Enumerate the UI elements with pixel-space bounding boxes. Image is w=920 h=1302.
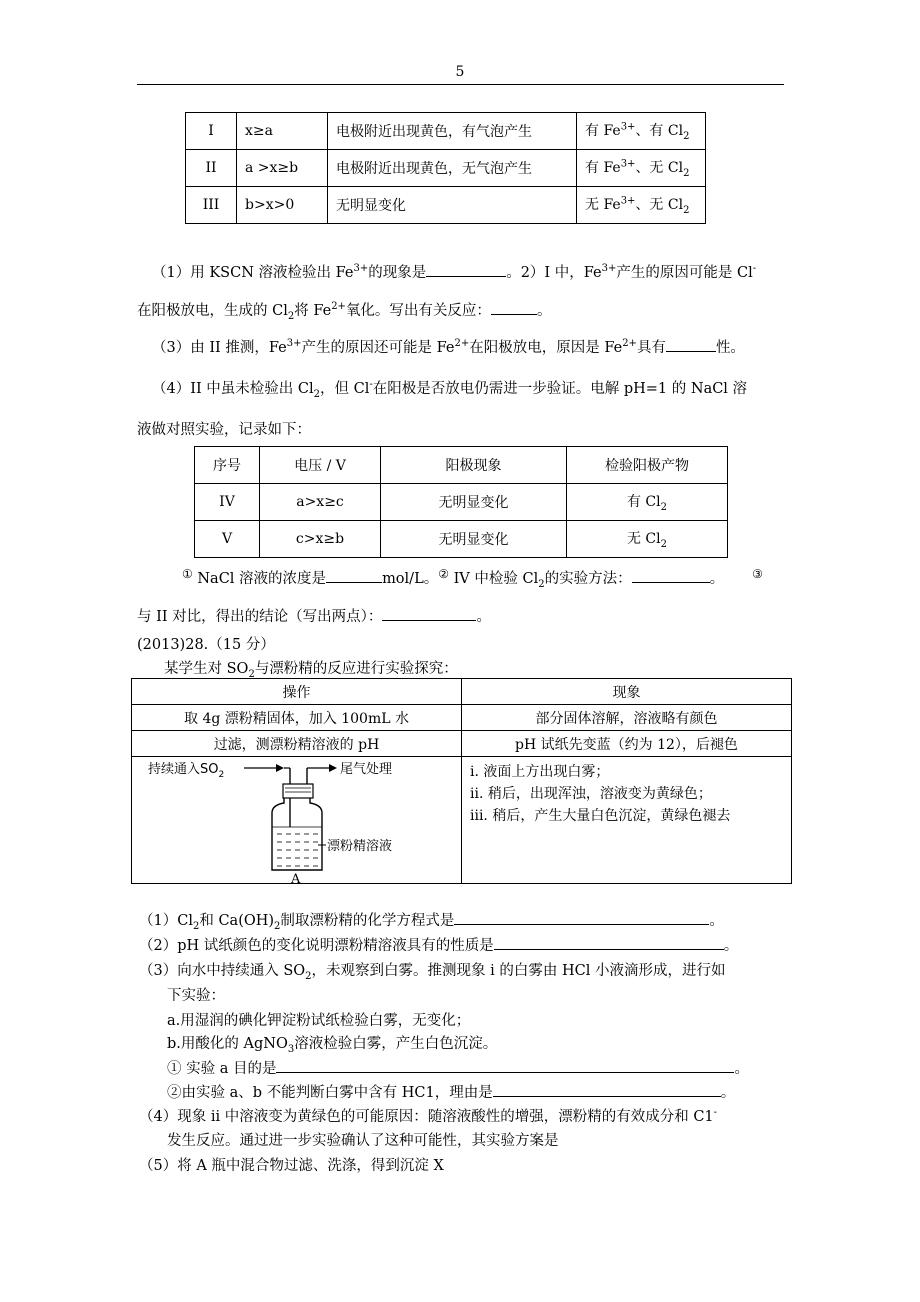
row-phenomenon: 无明显变化 (328, 187, 577, 224)
question-4-subparts-line2: 与 II 对比，得出的结论（写出两点）： 。 (137, 605, 491, 626)
part-1: $(1)Cl_2$和 $Ca(OH)_2$制取漂粉精的化学方程式是 。 (139, 909, 724, 932)
row-phenomenon: 无明显变化 (381, 484, 567, 521)
row-result: 有 $Fe^{3+}$、无 $Cl_2$ (577, 150, 706, 187)
observation-cell: pH 试纸先变蓝（约为 12），后褪色 (462, 731, 792, 757)
answer-blank[interactable] (666, 337, 716, 353)
row-phenomenon: 电极附近出现黄色，无气泡产生 (328, 150, 577, 187)
part-5: （5）将 A 瓶中混合物过滤、洗涤，得到沉淀 X (139, 1158, 444, 1174)
row-id: II (186, 150, 237, 187)
row-phenomenon: 电极附近出现黄色，有气泡产生 (328, 113, 577, 150)
answer-blank[interactable] (454, 910, 709, 926)
table-row (195, 521, 728, 558)
results-table-2 (194, 446, 728, 558)
observation-item: iii. 稍后，产生大量白色沉淀，黄绿色褪去 (470, 808, 731, 824)
row-product: 无 $Cl_2$ (567, 521, 728, 558)
question-28-header: (2013)28.（15 分） (137, 637, 275, 653)
answer-blank[interactable] (426, 262, 506, 278)
question-28-intro: 某学生对 $SO_2$与漂粉精的反应进行实验探究： (164, 661, 458, 680)
outlet-label: 尾气处理 (340, 762, 393, 777)
table-row (132, 705, 792, 731)
bottle-label: A (291, 872, 301, 883)
row-result: 无 $Fe^{3+}$、无 $Cl_2$ (577, 187, 706, 224)
table-row (132, 731, 792, 757)
row-voltage: c>x≥b (260, 521, 381, 558)
table-row (132, 757, 792, 884)
table-header-row (132, 679, 792, 705)
question-1-line2: 在阳极放电，生成的 $Cl_2$将 $Fe^{2+}$氧化。写出有关反应： 。 (137, 301, 552, 322)
question-1: （1）用 KSCN 溶液检验出 $Fe^{3+}$的现象是 。2）I 中，$Fe^{3+}$产生的原因可能是 Cl- (152, 263, 757, 281)
row-condition: x≥a (237, 113, 328, 150)
solution-label: 漂粉精溶液 (327, 839, 393, 854)
column-header: 电压 / V (260, 447, 381, 484)
observation-cell: 部分固体溶解，溶液略有颜色 (462, 705, 792, 731)
page-number: 5 (455, 64, 465, 80)
answer-blank[interactable] (491, 300, 537, 316)
row-id: V (195, 521, 260, 558)
row-id: IV (195, 484, 260, 521)
column-header: 阳极现象 (381, 447, 567, 484)
inlet-label: 持续通入$SO_2$ (148, 762, 225, 780)
observation-item: ii. 稍后，出现浑浊，溶液变为黄绿色； (470, 786, 712, 802)
operation-cell: 过滤，测漂粉精溶液的 pH (132, 731, 462, 757)
table-row (186, 113, 706, 150)
column-header: 现象 (462, 679, 792, 705)
table-row (186, 187, 706, 224)
part-3: （3）向水中持续通入 $SO_2$，未观察到白雾。推测现象 i 的白雾由 HCl 小液滴形成，进行如 (139, 963, 726, 982)
part-3-item-b: b.用酸化的 AgNO$_3$溶液检验白雾，产生白色沉淀。 (167, 1036, 498, 1055)
table-header-row (195, 447, 728, 484)
column-header: 序号 (195, 447, 260, 484)
observations-cell (462, 757, 792, 884)
answer-blank[interactable] (276, 1058, 734, 1074)
liquid-hatching (277, 834, 318, 866)
results-table-1 (185, 112, 706, 224)
row-phenomenon: 无明显变化 (381, 521, 567, 558)
column-header: 操作 (132, 679, 462, 705)
apparatus-cell (132, 757, 462, 884)
question-4-line2: 液做对照实验，记录如下： (137, 422, 311, 438)
experiment-table (131, 678, 792, 884)
answer-blank[interactable] (326, 568, 382, 584)
operation-cell: 取 4g 漂粉精固体，加入 100mL 水 (132, 705, 462, 731)
row-product: 有 $Cl_2$ (567, 484, 728, 521)
row-id: I (186, 113, 237, 150)
part-4: （4）现象 ii 中溶液变为黄绿色的可能原因：随溶液酸性的增强，漂粉精的有效成分和 C1- (139, 1107, 718, 1125)
part-2: （2）pH 试纸颜色的变化说明漂粉精溶液具有的性质是 。 (139, 934, 738, 955)
row-id: III (186, 187, 237, 224)
row-condition: b>x>0 (237, 187, 328, 224)
answer-blank[interactable] (493, 1082, 721, 1098)
outlet-arrowhead (329, 764, 337, 772)
part-4-line2: 发生反应。通过进一步实验确认了这种可能性，其实验方案是 (167, 1133, 559, 1149)
question-4-subparts: ① NaCl 溶液的浓度是 mol/L。② IV 中检验 $Cl_2$的实验方法： 。 ③ (182, 567, 763, 590)
question-4: （4）II 中虽未检验出 $Cl_2$，但 Cl-在阳极是否放电仍需进一步验证。电解 pH=1 的 NaCl 溶 (152, 379, 748, 400)
observation-item: i. 液面上方出现白雾； (470, 764, 610, 780)
inlet-arrowhead (276, 764, 284, 772)
part-3-question-1: ① 实验 a 目的是 。 (167, 1057, 749, 1078)
header-rule (137, 84, 784, 85)
part-3-line2: 下实验： (167, 988, 225, 1004)
answer-blank[interactable] (382, 606, 476, 622)
answer-blank[interactable] (494, 935, 724, 951)
row-result: 有 $Fe^{3+}$、有 $Cl_2$ (577, 113, 706, 150)
part-3-question-2: ②由实验 a、b 不能判断白雾中含有 HC1，理由是 。 (167, 1081, 735, 1102)
part-3-item-a: a.用湿润的碘化钾淀粉试纸检验白雾，无变化； (167, 1013, 471, 1029)
table-row (186, 150, 706, 187)
column-header: 检验阳极产物 (567, 447, 728, 484)
answer-blank[interactable] (632, 568, 710, 584)
table-row (195, 484, 728, 521)
question-3: （3）由 II 推测，$Fe^{3+}$产生的原因还可能是 $Fe^{2+}$在阳极放电，原因是 $Fe^{2+}$具有 性。 (152, 338, 745, 356)
row-condition: a >x≥b (237, 150, 328, 187)
stopper (283, 784, 313, 798)
row-voltage: a>x≥c (260, 484, 381, 521)
apparatus-diagram (132, 757, 461, 883)
